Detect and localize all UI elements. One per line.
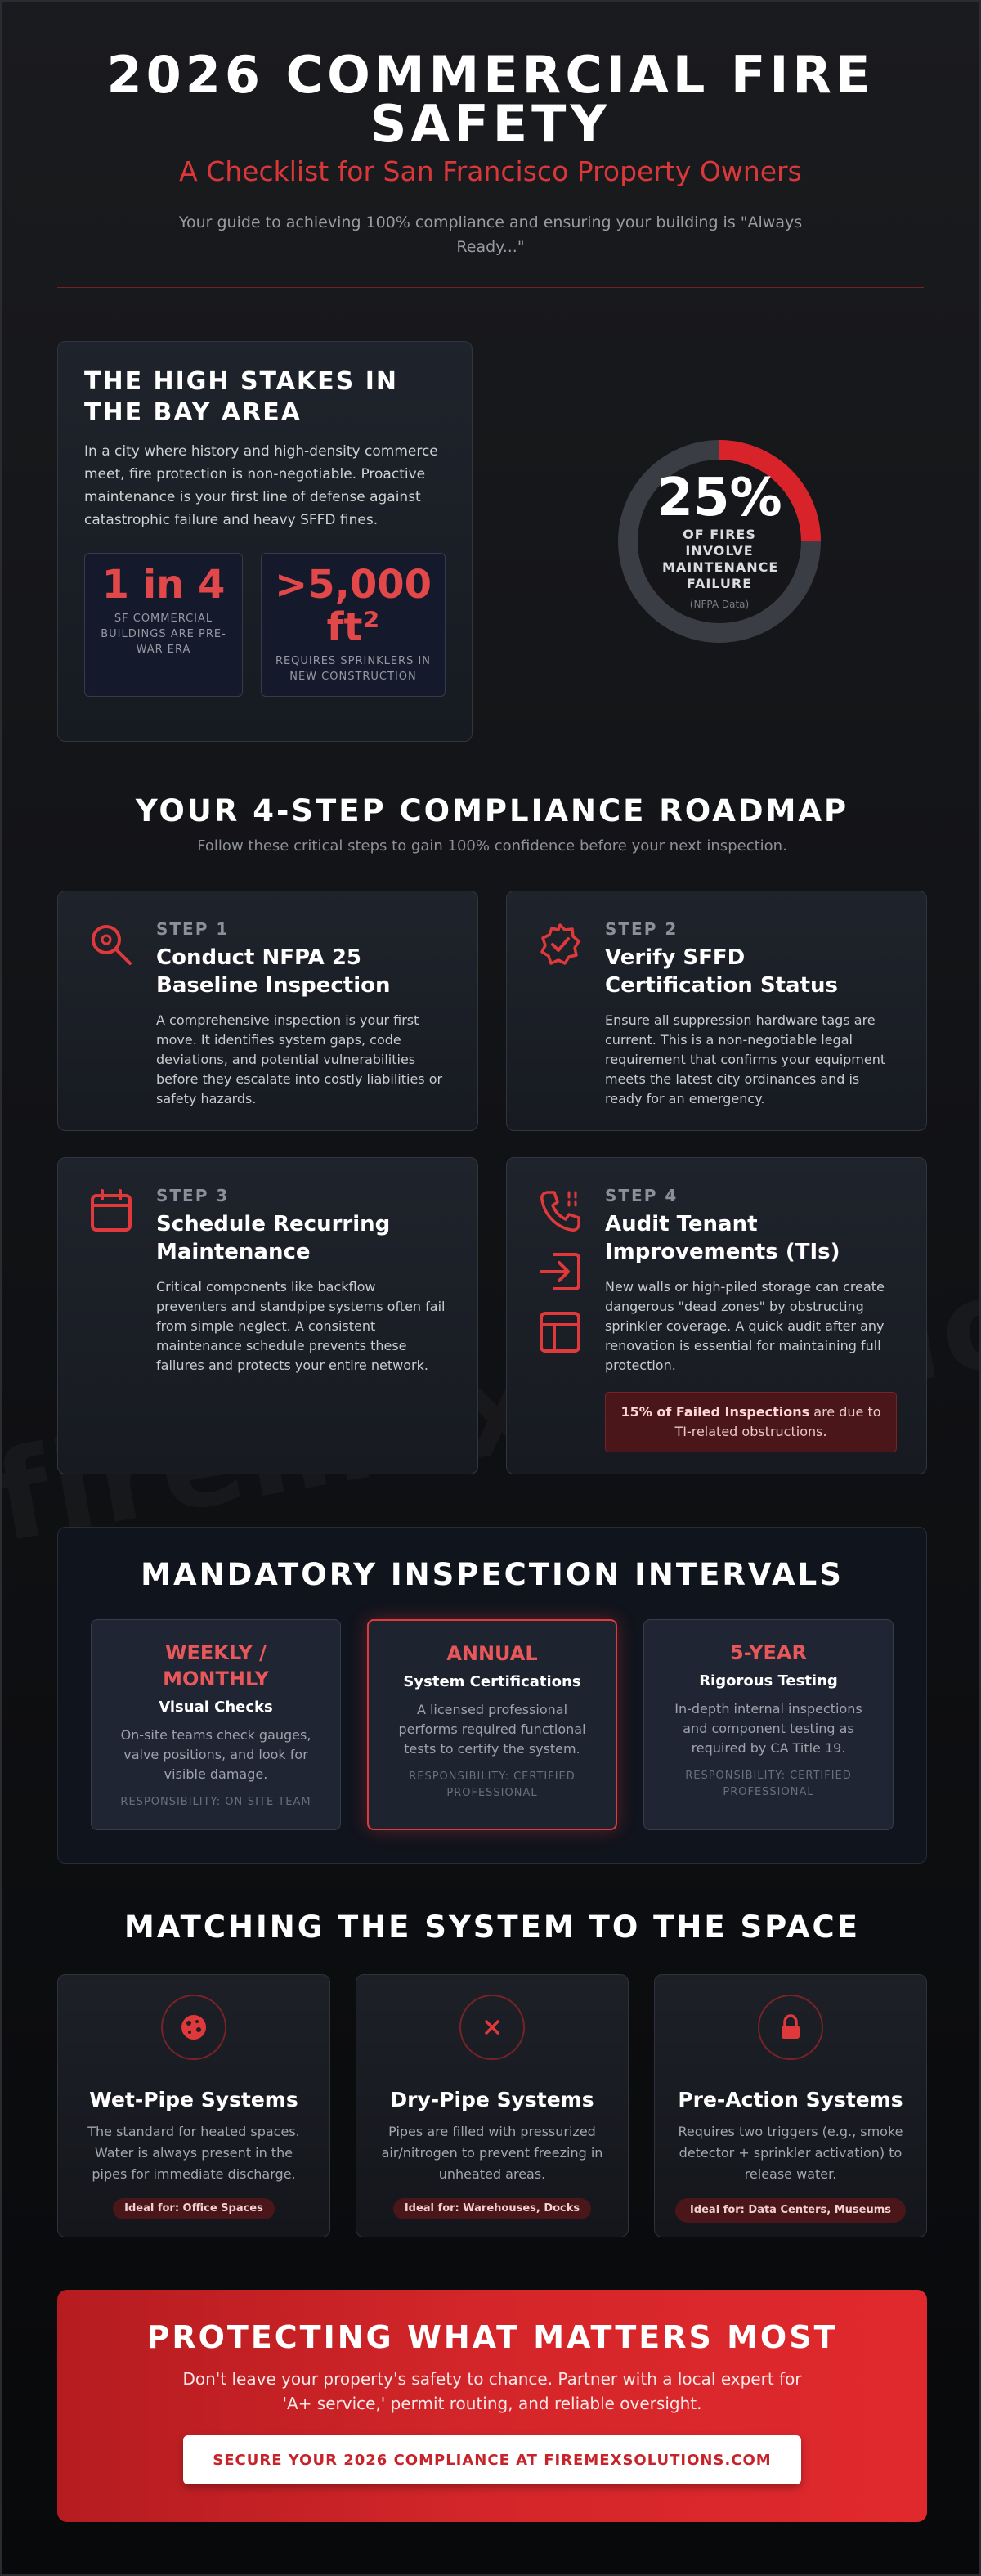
step-body: A comprehensive inspection is your first move. It identifies system gaps, code deviations, and potential vulnerabilities before they escalate into costly liabilities or safety hazards. [156,1012,443,1106]
system-name: Wet-Pipe Systems [89,2088,298,2112]
roadmap-subtitle: Follow these critical steps to gain 100% confidence before your next inspection. [197,837,787,855]
step-body: Critical components like backflow preventers and standpipe systems often fail from simple neglect. A consistent maintenance schedule prevents these failures and protects your entire network. [156,1279,446,1373]
layout-icon [536,1308,584,1356]
step-number: STEP 4 [605,1186,679,1205]
phone-icon [536,1187,584,1235]
system-description: The standard for heated spaces. Water is always present in the pipes for immediate discharge. [87,2124,300,2182]
step-body: New walls or high-piled storage can create dangerous "dead zones" by obstructing sprinkler coverage. A quick audit after any renovation is essential for maintaining full protection. [605,1279,885,1373]
stakes-body: In a city where history and high-density commerce meet, fire protection is non-negotiable. Proactive maintenance is your first line of defense against catastrophic failure and heavy SFFD fines. [84,443,438,528]
donut-source: (NFPA Data) [689,599,750,610]
donut-chart [613,435,826,648]
stat-box [84,553,243,697]
step-title: Verify SFFD Certification Status [605,945,838,998]
interval-description: A licensed professional performs required functional tests to certify the system. [398,1702,586,1757]
system-description: Pipes are filled with pressurized air/nitrogen to prevent freezing in unheated areas. [381,2124,603,2182]
ti-callout [605,1392,897,1452]
system-tag: Ideal for: Data Centers, Museums [675,2198,906,2223]
intervals-title: MANDATORY INSPECTION INTERVALS [141,1557,844,1592]
interval-responsibility: RESPONSIBILITY: ON-SITE TEAM [120,1796,311,1808]
step-title: Audit Tenant Improvements (TIs) [605,1212,840,1264]
step-title: Conduct NFPA 25 Baseline Inspection [156,945,391,998]
cta-title: PROTECTING WHAT MATTERS MOST [146,2319,838,2355]
step-number: STEP 2 [605,919,679,939]
system-card-dry-pipe [356,1974,629,2237]
step-card-1 [57,891,478,1131]
interval-kind: Rigorous Testing [699,1672,838,1690]
cookie-icon [179,2013,208,2042]
step-number: STEP 3 [156,1186,230,1205]
system-tag: Ideal for: Office Spaces [113,2198,275,2219]
step-card-2 [506,891,927,1131]
stakes-card [57,341,473,742]
page-subtitle: A Checklist for San Francisco Property Owners [179,155,802,187]
callout-bold: 15% of Failed Inspections [620,1404,810,1420]
interval-frequency: WEEKLY / MONTHLY [163,1641,269,1690]
step-body: Ensure all suppression hardware tags are current. This is a non-negotiable legal requirement that confirms your equipment meets the latest city ordinances and is ready for an emergency. [605,1012,886,1106]
interval-frequency: ANNUAL [446,1642,538,1665]
badge-check-icon [536,921,584,968]
donut-caption: OF FIRES INVOLVE MAINTENANCE FAILURE [662,527,779,591]
system-name: Pre-Action Systems [678,2088,903,2112]
stakes-heading: THE HIGH STAKES IN THE BAY AREA [84,367,398,427]
step-title: Schedule Recurring Maintenance [156,1212,391,1264]
stat-row [84,553,446,697]
step-number: STEP 1 [156,919,230,939]
step-card-3 [57,1157,478,1474]
stat-label: REQUIRES SPRINKLERS IN NEW CONSTRUCTION [275,655,432,683]
callout-text: are due to TI-related obstructions. [674,1404,881,1439]
interval-card-weekly [91,1619,341,1830]
sign-in-icon [536,1248,584,1295]
step-card-4 [506,1157,927,1474]
system-icon-circle [459,1995,525,2060]
stat-box [261,553,446,697]
x-icon [480,2015,504,2040]
donut-percent: 25% [656,468,782,528]
cta-body: Don't leave your property's safety to chance. Partner with a local expert for 'A+ service,' permit routing, and reliable oversight. [182,2369,802,2413]
header [2,2,979,288]
interval-frequency: 5-YEAR [730,1641,807,1664]
system-icon-circle [758,1995,823,2060]
donut-center [613,435,826,648]
interval-kind: System Certifications [403,1673,581,1690]
interval-card-5year [643,1619,894,1830]
system-card-wet-pipe [57,1974,330,2237]
intervals-panel [57,1527,927,1864]
cta-button[interactable]: SECURE YOUR 2026 COMPLIANCE AT FIREMEXSOLUTIONS.COM [183,2435,801,2484]
system-description: Requires two triggers (e.g., smoke detector + sprinkler activation) to release water. [678,2124,903,2182]
system-name: Dry-Pipe Systems [390,2088,594,2112]
interval-kind: Visual Checks [159,1699,273,1716]
divider [57,287,924,288]
interval-description: In-depth internal inspections and component testing as required by CA Title 19. [674,1701,862,1756]
interval-card-annual [367,1619,617,1830]
interval-responsibility: RESPONSIBILITY: CERTIFIED PROFESSIONAL [685,1770,852,1798]
interval-description: On-site teams check gauges, valve positions, and look for visible damage. [120,1727,311,1782]
system-card-pre-action [654,1974,927,2237]
stat-value: >5,000 ft² [274,562,432,650]
roadmap-title: YOUR 4-STEP COMPLIANCE ROADMAP [135,793,849,828]
page-title: 2026 COMMERCIAL FIRE SAFETY [106,45,875,154]
system-icon-circle [161,1995,226,2060]
stat-label: SF COMMERCIAL BUILDINGS ARE PRE-WAR ERA [101,613,226,656]
stat-value: 1 in 4 [101,562,226,608]
system-tag: Ideal for: Warehouses, Docks [393,2198,591,2219]
search-icon [87,921,135,968]
systems-title: MATCHING THE SYSTEM TO THE SPACE [124,1910,860,1945]
tagline: Your guide to achieving 100% compliance and ensuring your building is "Always Ready..." [178,213,803,256]
cta-banner [57,2290,927,2522]
calendar-icon [87,1187,135,1235]
lock-icon [777,2013,804,2041]
interval-responsibility: RESPONSIBILITY: CERTIFIED PROFESSIONAL [409,1770,576,1799]
